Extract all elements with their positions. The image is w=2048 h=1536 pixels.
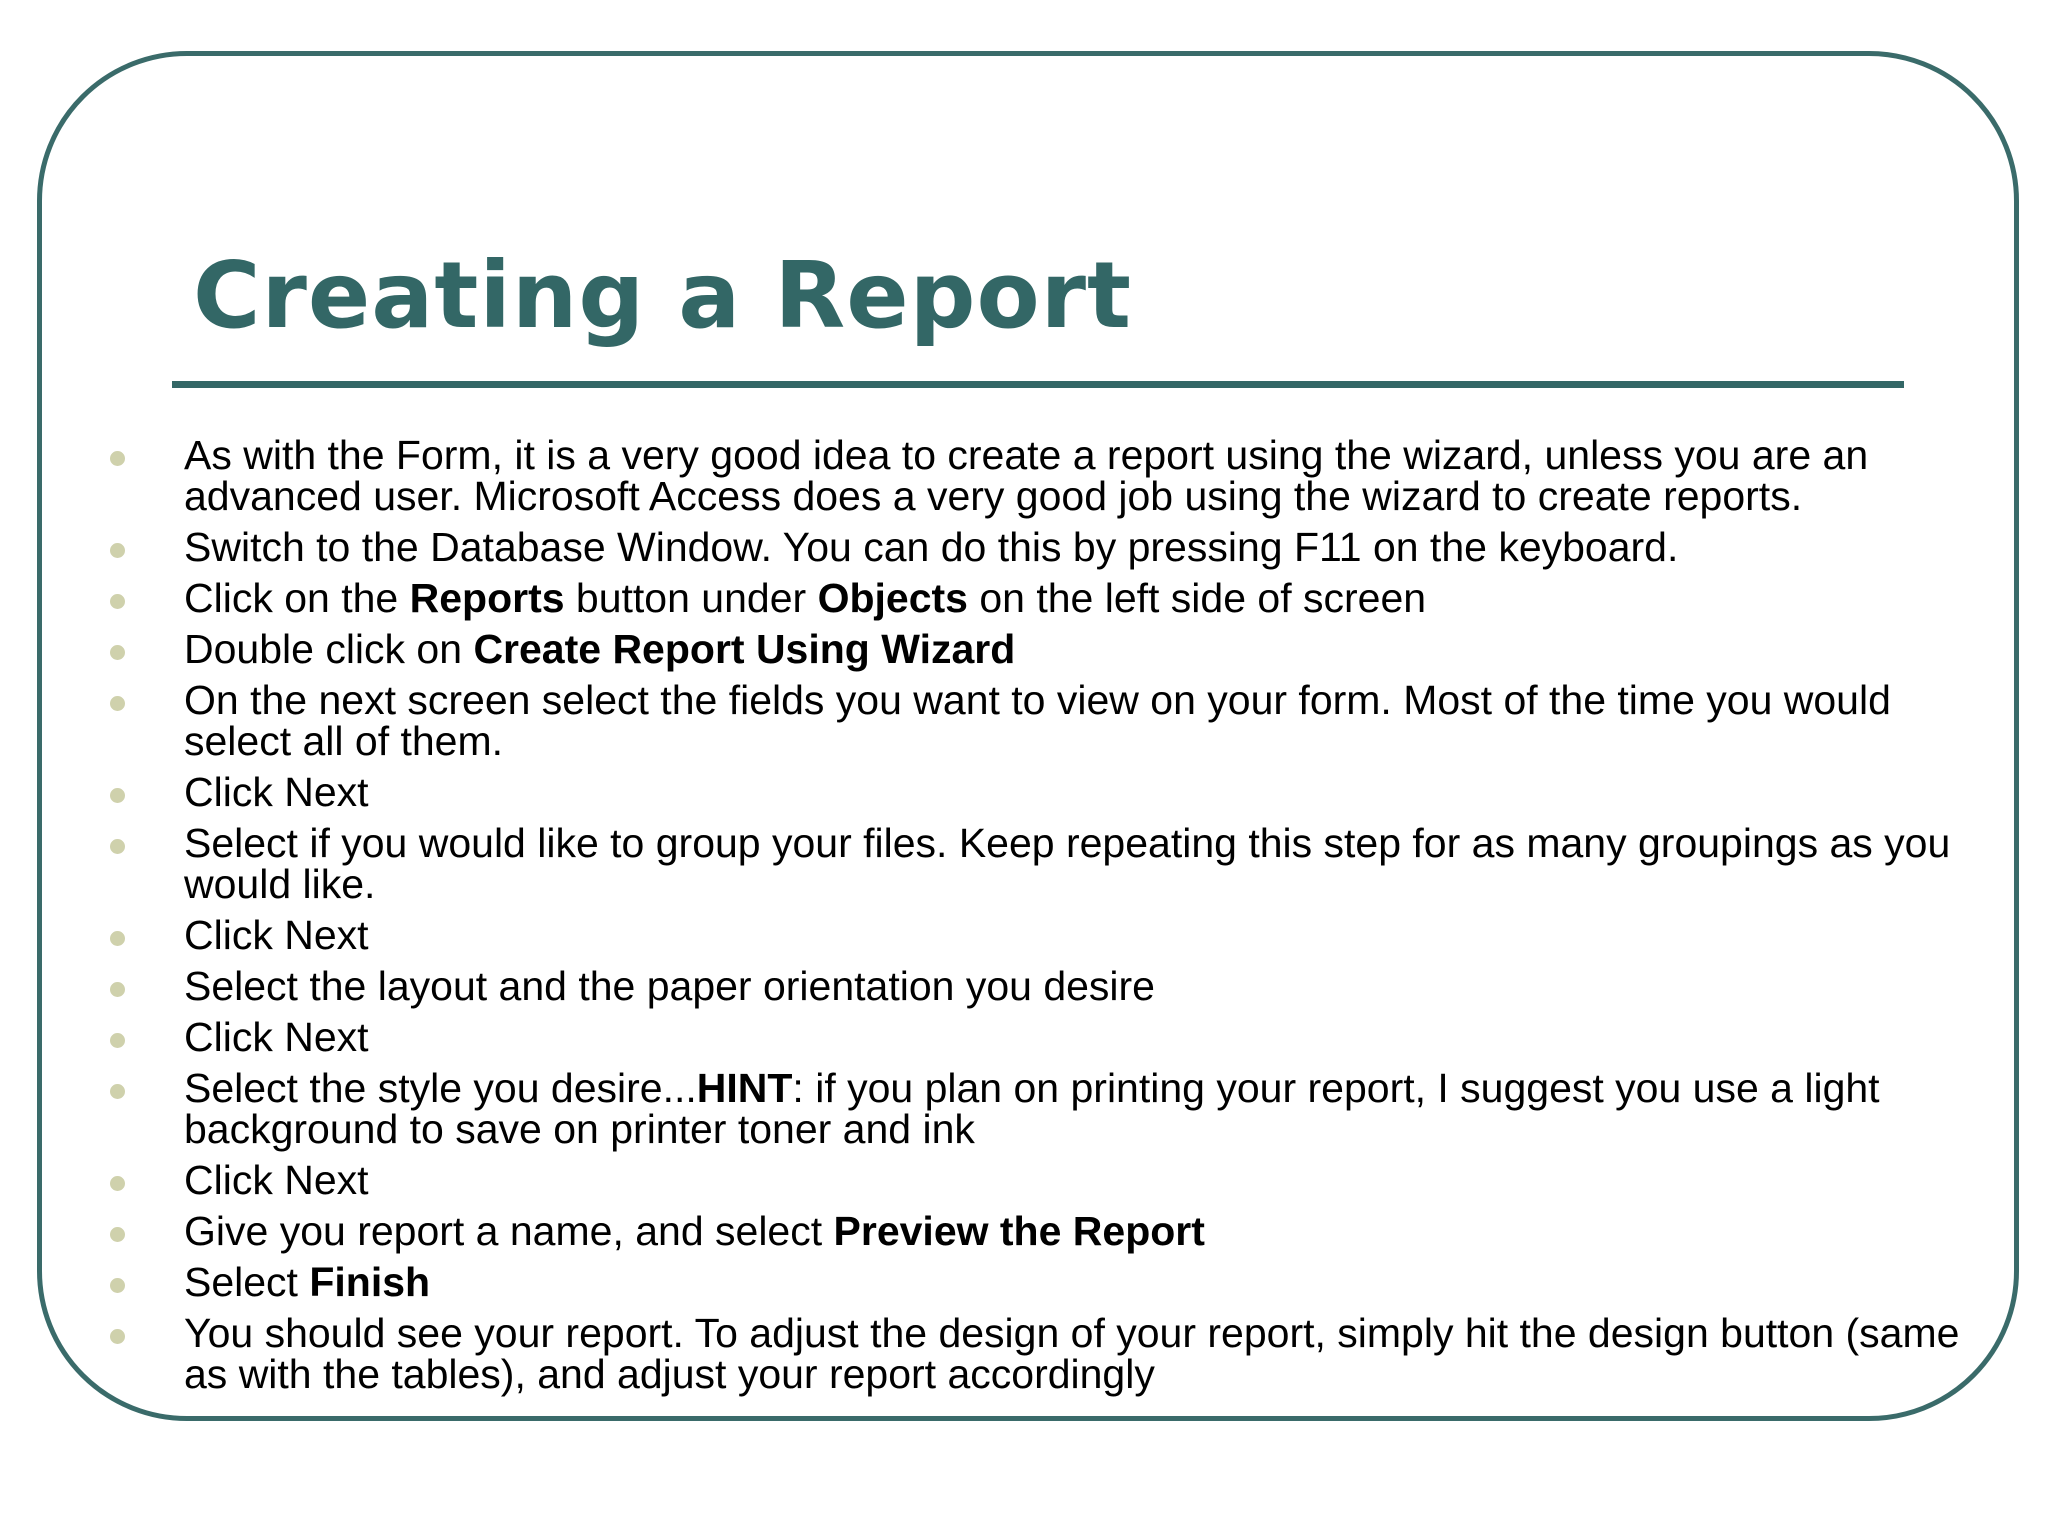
bullet-text-run: Select the layout and the paper orientation you desire: [184, 963, 1155, 1009]
bullet-list: [110, 432, 1980, 1405]
bullet-text: [184, 575, 1426, 621]
bullet-text-bold: Preview the Report: [833, 1208, 1205, 1254]
title-underline: [172, 381, 1904, 388]
bullet-item: [110, 524, 1980, 570]
bullet-text-run: Select if you would like to group your files. Keep repeating this step for as many groupings as you would like.: [184, 820, 1951, 907]
bullet-text: [184, 432, 1868, 519]
bullet-dot-icon: [110, 594, 125, 609]
bullet-item: [110, 912, 1980, 958]
bullet-text-run: Select: [184, 1259, 310, 1305]
bullet-text: [184, 963, 1155, 1009]
bullet-dot-icon: [110, 451, 125, 466]
bullet-text-run: Give you report a name, and select: [184, 1208, 834, 1254]
bullet-item: [110, 1259, 1980, 1305]
bullet-dot-icon: [110, 839, 125, 854]
bullet-text-run: : if you plan on printing your report, I suggest you use a light background to save on printer toner and ink: [184, 1065, 1880, 1152]
bullet-item: [110, 1014, 1980, 1060]
bullet-dot-icon: [110, 696, 125, 711]
bullet-text: [184, 1310, 1959, 1397]
bullet-text-run: Double click on: [184, 626, 474, 672]
bullet-text: [184, 677, 1891, 764]
bullet-text-run: Select the style you desire...: [184, 1065, 697, 1111]
bullet-text-run: Click on the: [184, 575, 410, 621]
bullet-dot-icon: [110, 1278, 125, 1293]
bullet-item: [110, 820, 1980, 907]
bullet-item: [110, 1310, 1980, 1397]
bullet-item: [110, 1065, 1980, 1152]
bullet-text: [184, 820, 1950, 907]
bullet-text: [184, 1157, 369, 1203]
bullet-text: [184, 1014, 369, 1060]
bullet-dot-icon: [110, 931, 125, 946]
slide-title: Creating a Report: [193, 242, 1133, 349]
bullet-text: [184, 1208, 1205, 1254]
bullet-dot-icon: [110, 1084, 125, 1099]
bullet-text-run: You should see your report. To adjust the design of your report, simply hit the design button (same as with the tables), and adjust your report accordingly: [184, 1310, 1960, 1397]
bullet-text-bold: Create Report Using Wizard: [473, 626, 1016, 672]
bullet-text-run: Click Next: [184, 1157, 369, 1203]
bullet-text: [184, 912, 369, 958]
bullet-text: [184, 626, 1015, 672]
bullet-text-run: Click Next: [184, 769, 369, 815]
bullet-text-run: As with the Form, it is a very good idea to create a report using the wizard, unless you are an advanced user. Microsoft Access does a very good job using the wizard to create reports.: [184, 432, 1869, 519]
bullet-dot-icon: [110, 1176, 125, 1191]
bullet-text: [184, 1259, 430, 1305]
bullet-item: [110, 575, 1980, 621]
bullet-item: [110, 769, 1980, 815]
bullet-item: [110, 1208, 1980, 1254]
bullet-text-run: on the left side of screen: [967, 575, 1427, 621]
bullet-item: [110, 432, 1980, 519]
bullet-dot-icon: [110, 1227, 125, 1242]
bullet-text-run: Click Next: [184, 1014, 369, 1060]
bullet-text: [184, 524, 1678, 570]
bullet-dot-icon: [110, 982, 125, 997]
bullet-item: [110, 963, 1980, 1009]
bullet-dot-icon: [110, 543, 125, 558]
bullet-text-run: On the next screen select the fields you want to view on your form. Most of the time you would select all of them.: [184, 677, 1891, 764]
bullet-text-run: button under: [564, 575, 818, 621]
bullet-text-run: Switch to the Database Window. You can do this by pressing F11 on the keyboard.: [184, 524, 1679, 570]
bullet-item: [110, 1157, 1980, 1203]
bullet-item: [110, 677, 1980, 764]
bullet-text-bold: Finish: [309, 1259, 431, 1305]
bullet-text: [184, 769, 369, 815]
bullet-dot-icon: [110, 1329, 125, 1344]
bullet-text-bold: Objects: [817, 575, 968, 621]
bullet-dot-icon: [110, 645, 125, 660]
bullet-text-run: Click Next: [184, 912, 369, 958]
bullet-text-bold: Reports: [409, 575, 565, 621]
bullet-dot-icon: [110, 788, 125, 803]
bullet-text: [184, 1065, 1880, 1152]
bullet-dot-icon: [110, 1033, 125, 1048]
bullet-item: [110, 626, 1980, 672]
bullet-text-bold: HINT: [696, 1065, 793, 1111]
